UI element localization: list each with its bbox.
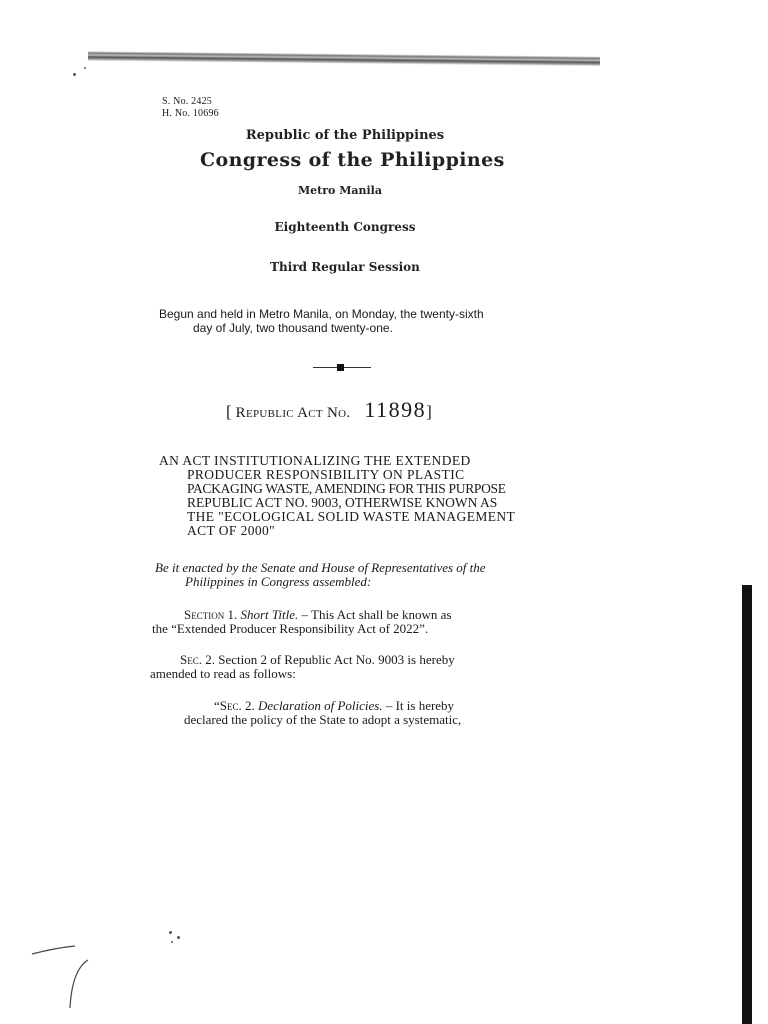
quoted-section-text: – It is hereby bbox=[382, 698, 455, 713]
act-title-line-5: THE "ECOLOGICAL SOLID WASTE MANAGEMENT bbox=[187, 509, 516, 524]
act-label: Republic Act No. bbox=[235, 405, 351, 421]
scan-edge-bar bbox=[742, 585, 752, 1024]
section-1-label: Section 1. bbox=[184, 607, 238, 622]
act-title-line-1: AN ACT INSTITUTIONALIZING THE EXTENDED bbox=[159, 453, 471, 468]
scan-speck bbox=[73, 73, 76, 76]
act-title-line-2: PRODUCER RESPONSIBILITY ON PLASTIC bbox=[187, 467, 465, 482]
bracket-open: [ bbox=[226, 402, 232, 421]
begun-line-2: day of July, two thousand twenty-one. bbox=[193, 321, 393, 335]
session-heading: Third Regular Session bbox=[270, 260, 420, 274]
house-bill-number: H. No. 10696 bbox=[162, 108, 219, 119]
congress-number-heading: Eighteenth Congress bbox=[274, 220, 416, 234]
section-2-label: Sec. 2. bbox=[180, 652, 215, 667]
ornament-square bbox=[337, 364, 344, 371]
scan-speck bbox=[84, 67, 86, 69]
pen-mark bbox=[30, 940, 90, 1010]
quoted-section-label: “Sec. 2. bbox=[214, 698, 255, 713]
republic-heading: Republic of the Philippines bbox=[245, 128, 445, 143]
section-2-line-2: amended to read as follows: bbox=[150, 666, 296, 681]
scan-speck bbox=[177, 936, 180, 939]
enacting-line-1: Be it enacted by the Senate and House of Representatives of the bbox=[155, 560, 486, 575]
enacting-line-2: Philippines in Congress assembled: bbox=[185, 574, 372, 589]
bracket-close: ] bbox=[426, 402, 432, 421]
section-1-text: – This Act shall be known as bbox=[298, 607, 452, 622]
act-number: 11898 bbox=[364, 397, 427, 422]
section-2-text: Section 2 of Republic Act No. 9003 is hereby bbox=[214, 652, 455, 667]
section-1-heading: Short Title. bbox=[240, 607, 299, 622]
quoted-section-heading: Declaration of Policies. bbox=[258, 698, 383, 713]
binding-edge-line bbox=[88, 51, 600, 66]
congress-heading: Congress of the Philippines bbox=[200, 149, 505, 171]
quoted-section-line-2: declared the policy of the State to adopt a systematic, bbox=[184, 712, 462, 727]
act-title-line-4: REPUBLIC ACT NO. 9003, OTHERWISE KNOWN AS bbox=[187, 495, 498, 510]
republic-act-number bbox=[226, 397, 432, 423]
section-1-line-2: the “Extended Producer Responsibility Act of 2022”. bbox=[152, 621, 429, 636]
location-heading: Metro Manila bbox=[297, 184, 382, 197]
begun-line-1: Begun and held in Metro Manila, on Monday, the twenty-sixth bbox=[159, 307, 484, 321]
senate-bill-number: S. No. 2425 bbox=[162, 96, 212, 107]
act-title-line-6: ACT OF 2000" bbox=[187, 523, 276, 538]
act-title-line-3: PACKAGING WASTE, AMENDING FOR THIS PURPOSE bbox=[187, 481, 506, 496]
scan-speck bbox=[171, 941, 173, 943]
scan-speck bbox=[169, 931, 172, 934]
